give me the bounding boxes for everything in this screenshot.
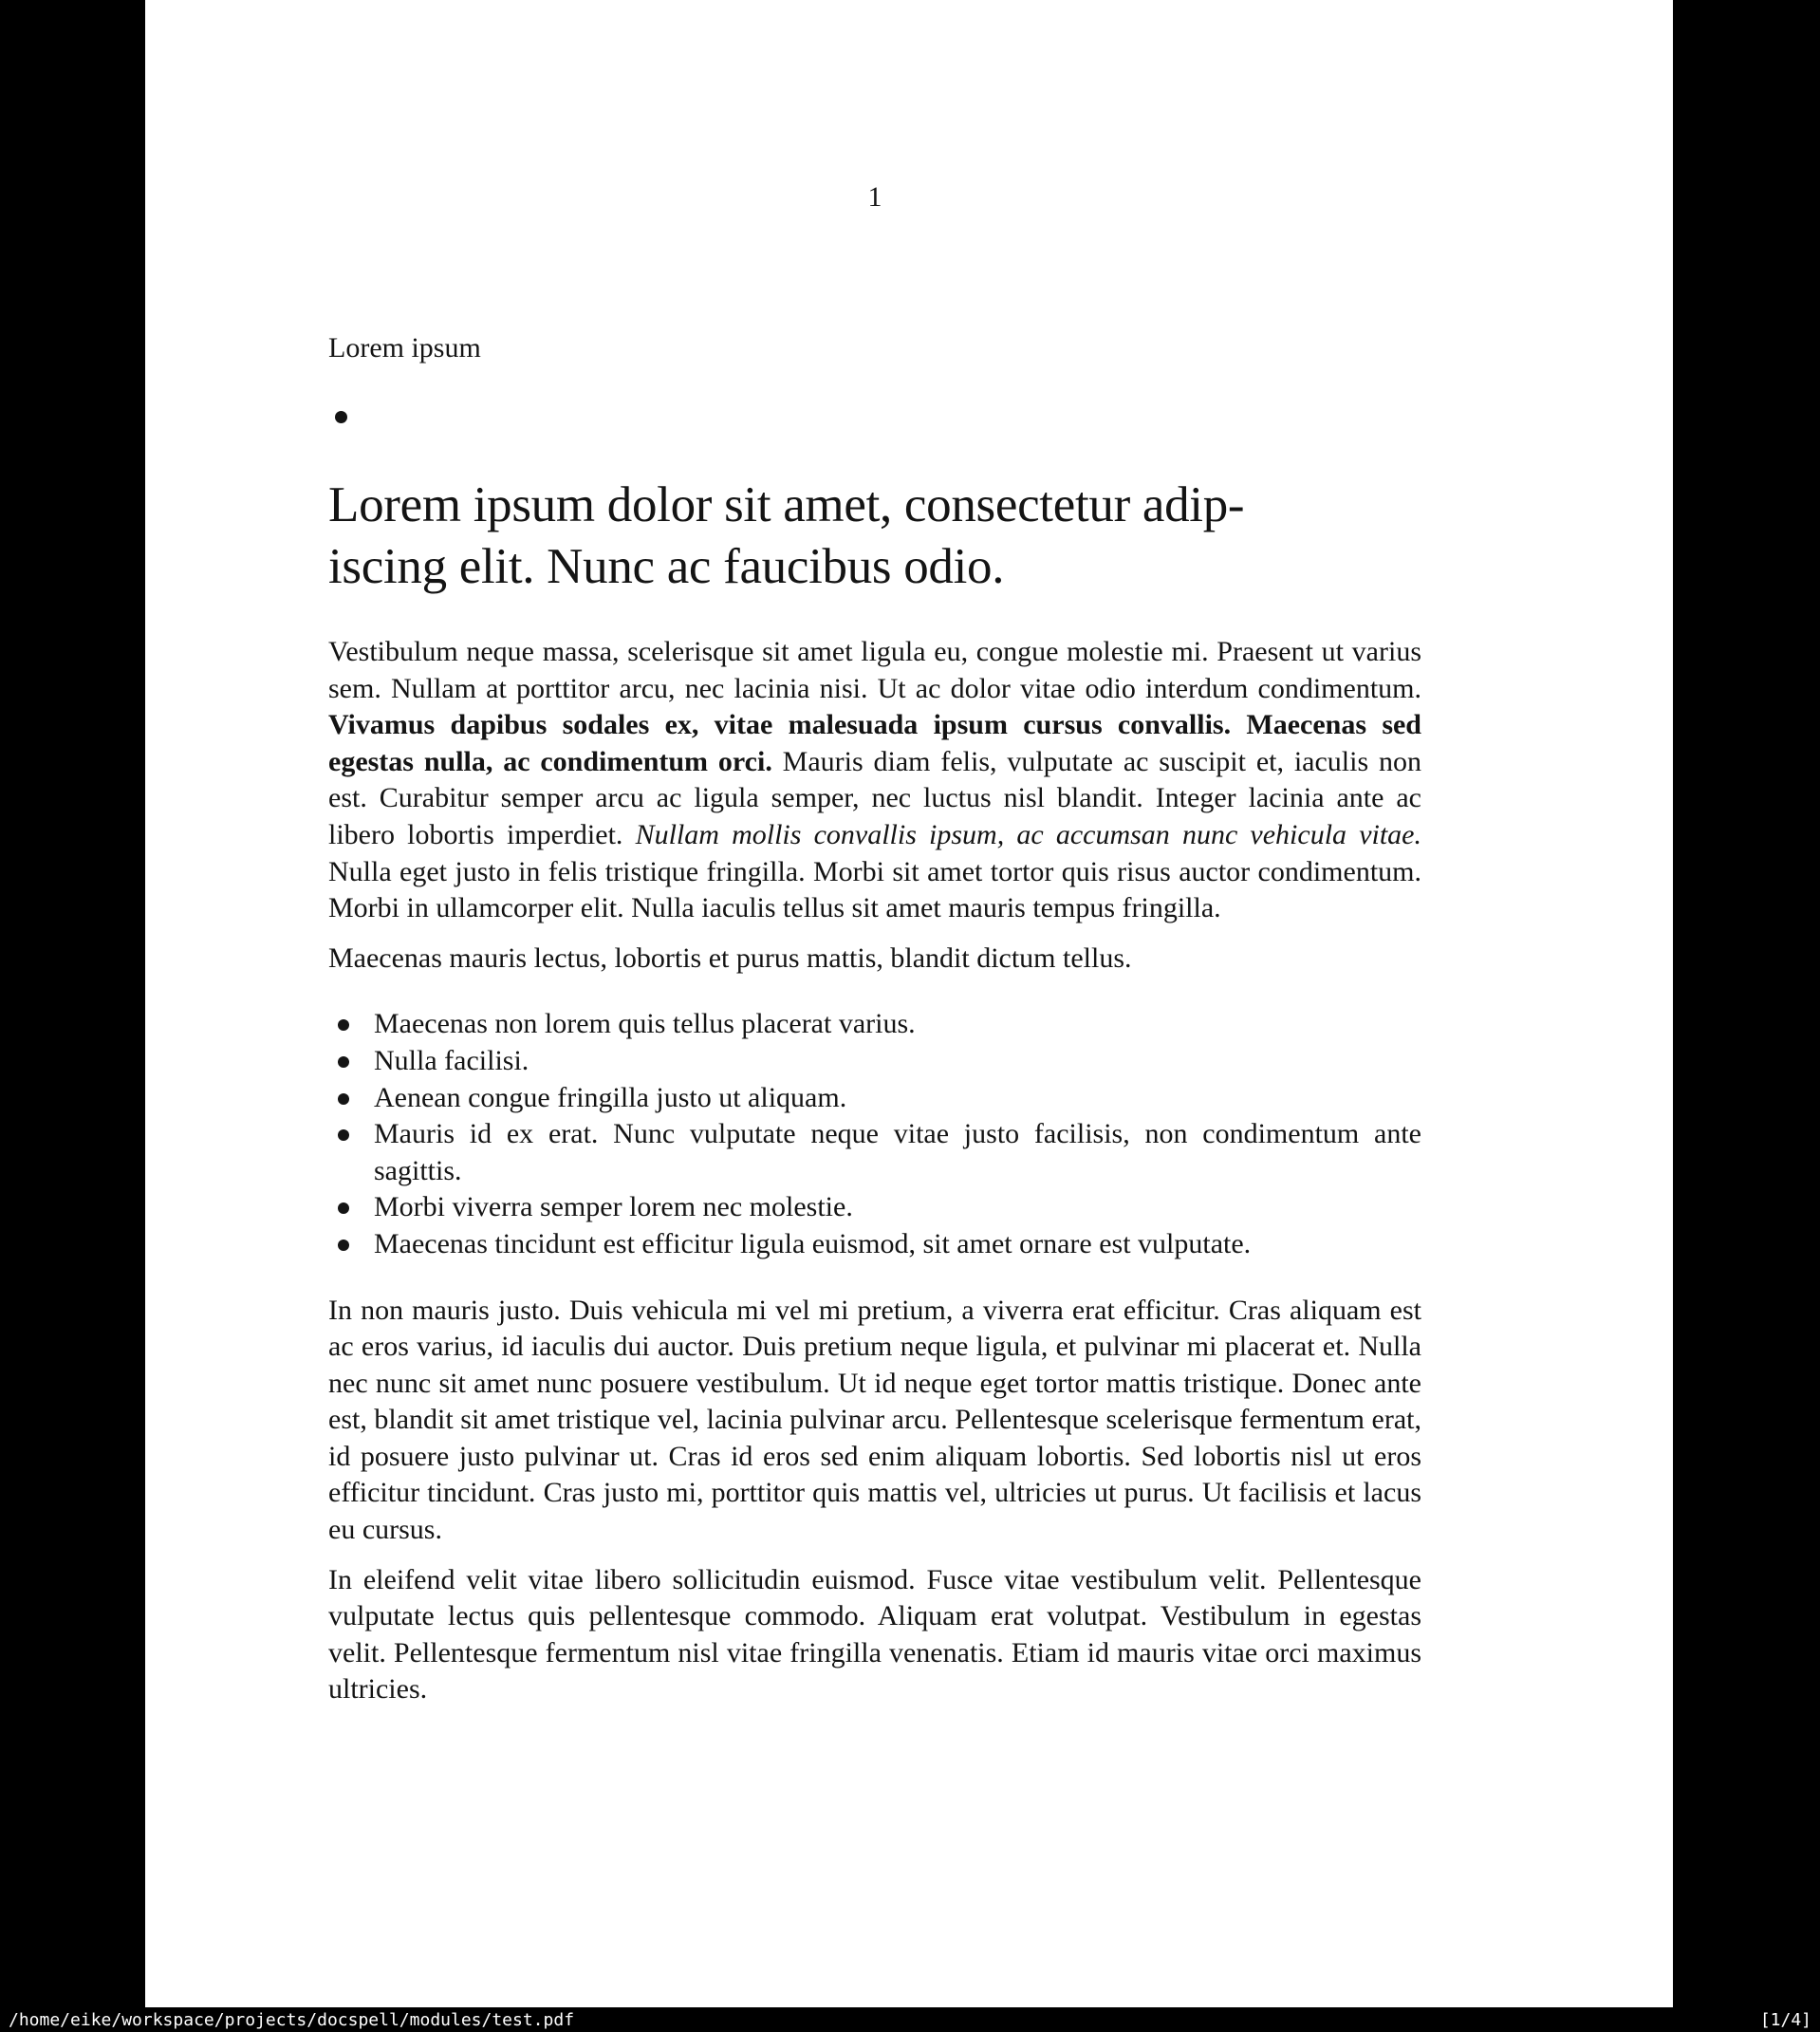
bullet-icon (338, 1202, 349, 1214)
text-run-normal: Mauris diam felis, vulputate ac suscipit et, iaculis non est. Curabitur semper arcu ac ligula semper, nec luctus nisl blandit. Integer lacinia ante ac libero lobortis imperdiet. (328, 745, 1421, 850)
text-run-normal: Maecenas mauris lectus, lobortis et purus mattis, blandit dictum tellus. (328, 941, 1132, 974)
paragraph (328, 941, 1421, 978)
file-path: /home/eike/workspace/projects/docspell/modules/test.pdf (9, 2009, 575, 2030)
text-run-normal: In non mauris justo. Duis vehicula mi vel mi pretium, a viverra erat efficitur. Cras aliquam est ac eros varius, id iaculis dui auctor. Duis pretium neque ligula, et pulvinar mi placerat et. Nulla nec nunc sit amet nunc posuere vestibulum. Ut id neque eget tortor mattis tristique. Donec ante est, blandit sit amet tristique vel, lacinia pulvinar arcu. Pellentesque scelerisque fermentum erat, id posuere justo pulvinar ut. Cras id eros sed enim aliquam lobortis. Sed lobortis nisl ut eros efficitur tincidunt. Cras justo mi, porttitor quis mattis vel, ultricies ut purus. Ut facilisis et lacus eu cursus. (328, 1294, 1421, 1546)
page-number: 1 (867, 181, 882, 213)
list-item-text: Nulla facilisi. (374, 1044, 529, 1076)
text-run-normal: Vestibulum neque massa, scelerisque sit amet ligula eu, congue molestie mi. Praesent ut varius sem. Nullam at porttitor arcu, nec lacinia nisi. Ut ac dolor vitae odio interdum condimentum. (328, 636, 1421, 704)
paragraph (328, 1562, 1421, 1708)
list-item (328, 1043, 1421, 1080)
page-indicator: [1/4] (1759, 2009, 1811, 2030)
bullet-icon (338, 1056, 349, 1068)
title-line-1: Lorem ipsum dolor sit amet, consectetur adip- (328, 477, 1245, 532)
title-line-2: iscing elit. Nunc ac faucibus odio. (328, 539, 1005, 594)
status-bar (0, 2007, 1820, 2032)
list-item-text: Maecenas non lorem quis tellus placerat varius. (374, 1008, 916, 1040)
text-run-bold: Vivamus dapibus sodales ex, vitae malesuada ipsum cursus convallis. Maecenas sed egestas nulla, ac condimentum orci. (328, 709, 1421, 777)
text-run-normal: In eleifend velit vitae libero sollicitudin euismod. Fusce vitae vestibulum velit. Pellentesque vulputate lectus quis pellentesque commodo. Aliquam erat volutpat. Vestibulum in egestas velit. Pellentesque fermentum nisl vitae fringilla venenatis. Etiam id mauris vitae orci maximus ultricies. (328, 1563, 1421, 1706)
bullet-icon (338, 1240, 349, 1251)
bullet-icon (338, 1019, 349, 1031)
list-item-text: Maecenas tincidunt est efficitur ligula euismod, sit amet ornare est vulputate. (374, 1227, 1252, 1259)
document-title (328, 475, 1486, 598)
list-item-text: Aenean congue fringilla justo ut aliquam. (374, 1081, 847, 1113)
bullet-list (328, 1006, 1421, 1262)
text-run-normal: Nulla eget justo in felis tristique fringilla. Morbi sit amet tortor quis risus auctor condimentum. Morbi in ullamcorper elit. Nulla iaculis tellus sit amet mauris tempus fringilla. (328, 855, 1421, 924)
list-item (328, 1226, 1421, 1263)
pdf-page (145, 0, 1673, 2007)
list-item (328, 1189, 1421, 1226)
text-run-italic: Nullam mollis convallis ipsum, ac accumsan nunc vehicula vitae. (635, 818, 1421, 850)
header-text: Lorem ipsum (328, 332, 481, 364)
paragraph (328, 634, 1421, 927)
list-item (328, 1116, 1421, 1189)
bullet-icon (338, 1129, 349, 1141)
list-item-text: Mauris id ex erat. Nunc vulputate neque vitae justo facilisis, non condimentum ante sagittis. (374, 1118, 1421, 1186)
document-body (328, 634, 1421, 1708)
list-item-text: Morbi viverra semper lorem nec molestie. (374, 1191, 853, 1223)
paragraph (328, 1293, 1421, 1549)
list-item (328, 1006, 1421, 1043)
bullet-icon (335, 411, 347, 423)
bullet-icon (338, 1093, 349, 1105)
list-item (328, 1080, 1421, 1117)
